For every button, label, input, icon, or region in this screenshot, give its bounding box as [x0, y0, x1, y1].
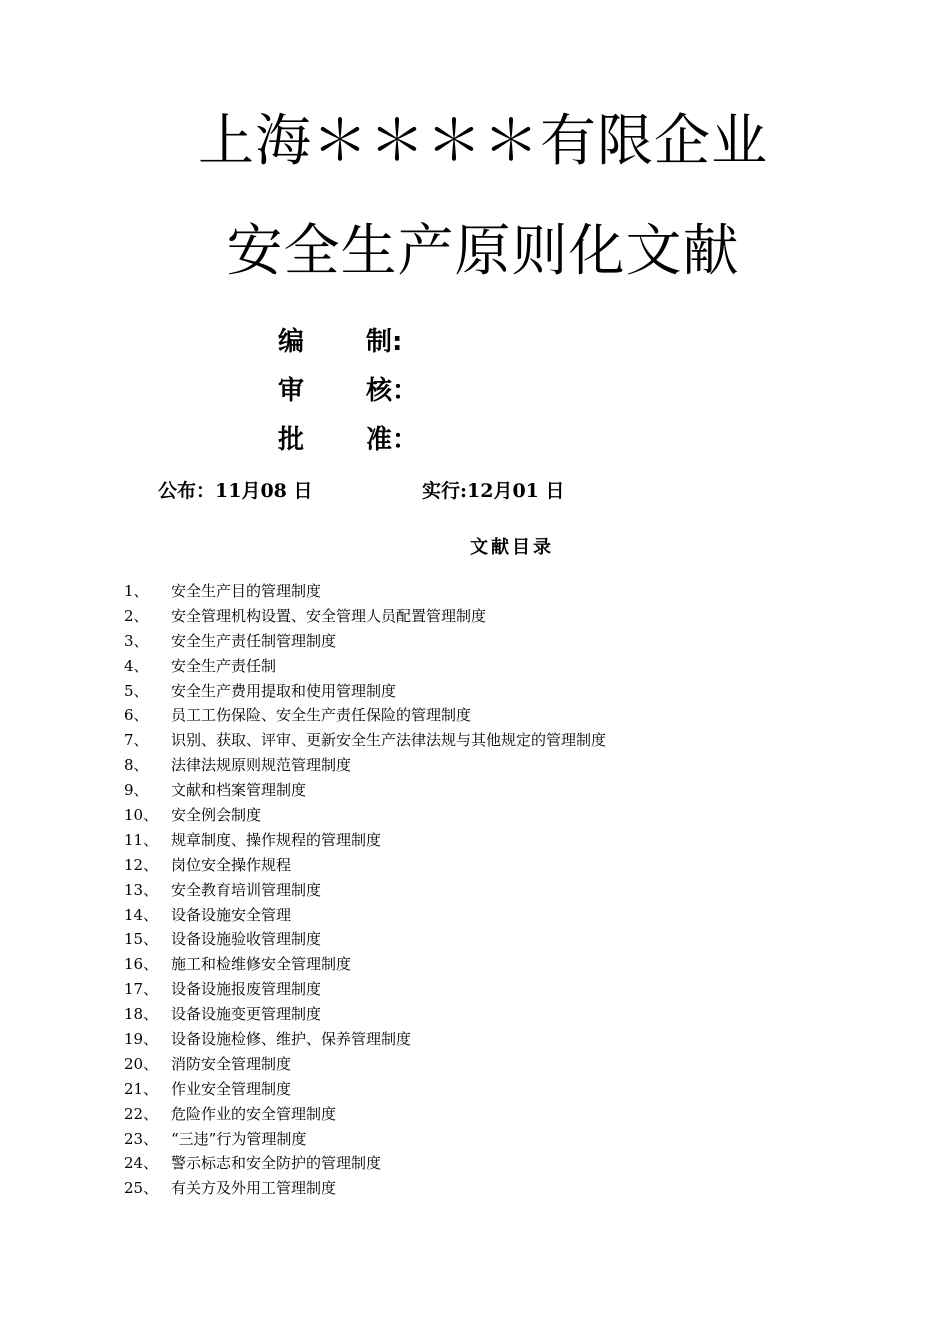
signoff-label-part1: 编: [278, 327, 305, 357]
toc-item-number: 21、: [124, 1079, 159, 1098]
toc-item-number: 7、: [124, 731, 149, 750]
document-title-subject: 安全生产原则化文献: [226, 219, 740, 284]
toc-item-number: 1、: [124, 582, 149, 600]
toc-item-title: 设备设施检修、维护、保养管理制度: [171, 1030, 412, 1049]
toc-item-number: 4、: [124, 656, 149, 675]
toc-item-title: 安全生产目的管理制度: [171, 582, 322, 600]
toc-item-title: 文献和档案管理制度: [171, 781, 307, 800]
toc-item-number: 20、: [124, 1054, 159, 1073]
toc-item-number: 3、: [124, 631, 149, 650]
toc-item-title: 岗位安全操作规程: [171, 855, 292, 874]
toc-item-number: 5、: [124, 681, 149, 700]
toc-item-number: 25、: [124, 1179, 159, 1198]
toc-item-title: 安全生产责任制: [171, 656, 277, 675]
document-title-company: 上海＊＊＊＊有限企业: [198, 109, 768, 174]
toc-item-title: 设备设施报废管理制度: [171, 980, 322, 999]
signoff-label-part2: 制:: [366, 327, 403, 357]
toc-item-title: 作业安全管理制度: [171, 1079, 292, 1098]
toc-item-title: 安全例会制度: [171, 806, 262, 825]
toc-item-title: 法律法规原则规范管理制度: [171, 756, 352, 775]
toc-item-title: 安全生产费用提取和使用管理制度: [171, 681, 397, 700]
toc-item-number: 18、: [124, 1005, 159, 1024]
toc-item-title: 规章制度、操作规程的管理制度: [171, 830, 382, 849]
toc-item-number: 2、: [124, 606, 149, 625]
toc-item-number: 9、: [124, 781, 149, 800]
toc-item-number: 13、: [124, 880, 159, 899]
toc-item-title: 危险作业的安全管理制度: [171, 1104, 337, 1123]
toc-item-title: 识别、获取、评审、更新安全生产法律法规与其他规定的管理制度: [171, 731, 607, 750]
toc-item-number: 17、: [124, 980, 159, 999]
toc-item-number: 15、: [124, 930, 159, 949]
toc-item-title: 设备设施验收管理制度: [171, 930, 322, 949]
toc-item-title: 警示标志和安全防护的管理制度: [171, 1154, 382, 1173]
toc-item-number: 14、: [124, 905, 159, 924]
signoff-label-part1: 审: [278, 376, 305, 406]
toc-item-title: 安全生产责任制管理制度: [171, 631, 337, 650]
toc-item-title: 设备设施安全管理: [171, 905, 292, 924]
toc-item-number: 22、: [124, 1104, 159, 1123]
toc-item-number: 10、: [124, 806, 159, 825]
toc-item-number: 19、: [124, 1030, 159, 1049]
toc-item-title: 设备设施变更管理制度: [171, 1005, 322, 1024]
toc-item-title: 安全教育培训管理制度: [171, 880, 322, 899]
toc-item-title: 消防安全管理制度: [171, 1054, 292, 1073]
toc-item-number: 23、: [124, 1129, 159, 1148]
publish-date: 公布：11月08 日: [158, 480, 313, 502]
toc-item-title: 有关方及外用工管理制度: [171, 1179, 337, 1198]
toc-item-number: 11、: [124, 830, 159, 849]
toc-item-number: 8、: [124, 756, 149, 775]
toc-item-title: 员工工伤保险、安全生产责任保险的管理制度: [171, 706, 472, 725]
toc-item-title: 安全管理机构设置、安全管理人员配置管理制度: [171, 606, 487, 625]
signoff-label-part2: 核：: [366, 376, 419, 406]
toc-item-title: 施工和检维修安全管理制度: [171, 955, 352, 974]
toc-item-number: 12、: [124, 855, 159, 874]
toc-item-number: 6、: [124, 706, 149, 725]
toc-heading: 文献目录: [470, 537, 554, 558]
signoff-label-part2: 准：: [366, 425, 419, 455]
signoff-label-part1: 批: [278, 425, 305, 455]
toc-item-number: 16、: [124, 955, 159, 974]
effective-date: 实行:12月01 日: [422, 480, 565, 502]
toc-item-title: “三违”行为管理制度: [171, 1129, 307, 1148]
toc-item-number: 24、: [124, 1154, 159, 1173]
